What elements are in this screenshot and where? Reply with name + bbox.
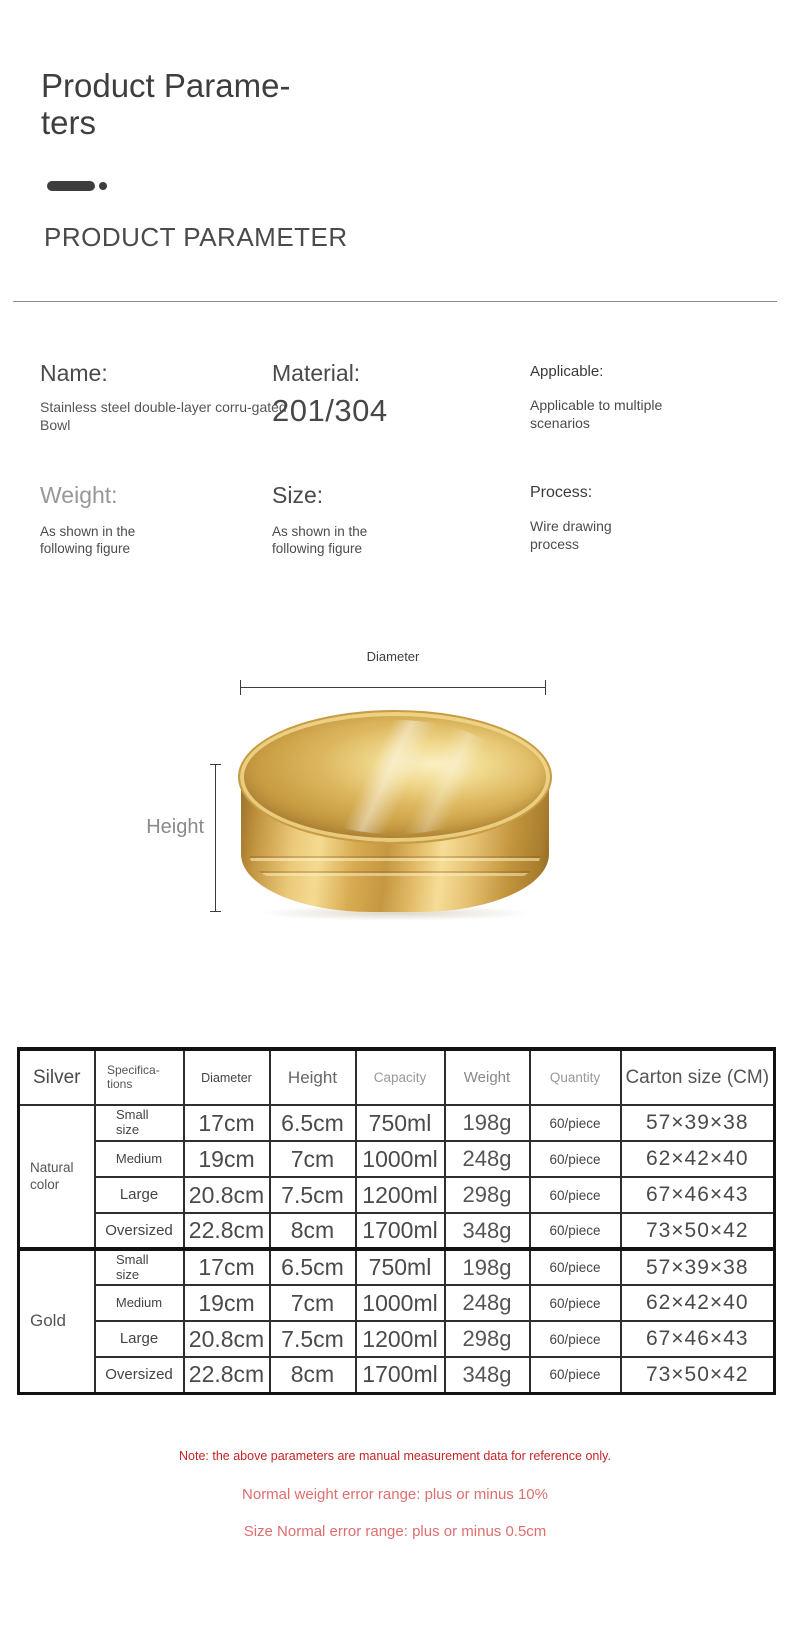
header-carton-size: Carton size (CM) bbox=[621, 1049, 775, 1105]
carton-size-cell: 73×50×42 bbox=[621, 1213, 775, 1249]
spec-cell: Oversized bbox=[95, 1357, 184, 1393]
table-row bbox=[19, 1105, 775, 1141]
capacity-cell: 1200ml bbox=[356, 1177, 445, 1213]
diameter-cell: 20.8cm bbox=[184, 1321, 270, 1357]
bowl-product-image bbox=[238, 710, 552, 916]
header-specifications: Specifica-tions bbox=[95, 1049, 184, 1105]
capacity-cell: 1200ml bbox=[356, 1321, 445, 1357]
param-applicable-value: Applicable to multiple scenarios bbox=[530, 397, 663, 431]
capacity-cell: 1000ml bbox=[356, 1285, 445, 1321]
spec-cell: Medium bbox=[95, 1285, 184, 1321]
weight-cell: 348g bbox=[445, 1213, 530, 1249]
param-name-value: Stainless steel double-layer corru-gated Bowl bbox=[40, 399, 287, 433]
horizontal-rule bbox=[13, 301, 777, 302]
height-cell: 7.5cm bbox=[270, 1321, 356, 1357]
diameter-cell: 17cm bbox=[184, 1249, 270, 1285]
header-diameter: Diameter bbox=[184, 1049, 270, 1105]
param-applicable-label: Applicable: bbox=[530, 363, 604, 380]
capacity-cell: 750ml bbox=[356, 1249, 445, 1285]
diameter-cell: 20.8cm bbox=[184, 1177, 270, 1213]
carton-size-cell: 62×42×40 bbox=[621, 1285, 775, 1321]
group-label-gold: Gold bbox=[19, 1249, 95, 1393]
divider-dot bbox=[99, 182, 107, 190]
bowl-opening bbox=[238, 710, 552, 844]
height-cell: 7.5cm bbox=[270, 1177, 356, 1213]
param-process-label: Process: bbox=[530, 484, 593, 501]
disclaimer-notes bbox=[0, 1449, 790, 1560]
diameter-cell: 22.8cm bbox=[184, 1213, 270, 1249]
param-material-value: 201/304 bbox=[272, 393, 388, 428]
quantity-cell: 60/piece bbox=[530, 1141, 621, 1177]
param-material-label: Material: bbox=[272, 360, 361, 386]
height-cell: 7cm bbox=[270, 1285, 356, 1321]
spec-cell: Oversized bbox=[95, 1213, 184, 1249]
note-line-2: Normal weight error range: plus or minus 10% bbox=[242, 1486, 548, 1503]
table-row bbox=[19, 1321, 775, 1357]
header-height: Height bbox=[270, 1049, 356, 1105]
param-name-label: Name: bbox=[40, 360, 108, 386]
header-capacity: Capacity bbox=[356, 1049, 445, 1105]
param-weight-label: Weight: bbox=[40, 482, 118, 508]
diameter-cell: 19cm bbox=[184, 1285, 270, 1321]
spec-cell: Small size bbox=[95, 1249, 184, 1285]
title-divider bbox=[47, 177, 107, 187]
quantity-cell: 60/piece bbox=[530, 1321, 621, 1357]
quantity-cell: 60/piece bbox=[530, 1177, 621, 1213]
spec-cell: Large bbox=[95, 1177, 184, 1213]
weight-cell: 298g bbox=[445, 1177, 530, 1213]
note-line-1: Note: the above parameters are manual measurement data for reference only. bbox=[179, 1449, 611, 1463]
table-row bbox=[19, 1357, 775, 1393]
diameter-dimension-line bbox=[240, 687, 546, 688]
quantity-cell: 60/piece bbox=[530, 1249, 621, 1285]
height-cell: 8cm bbox=[270, 1357, 356, 1393]
param-process-value: Wire drawing process bbox=[530, 518, 612, 552]
table-row bbox=[19, 1141, 775, 1177]
weight-cell: 198g bbox=[445, 1105, 530, 1141]
param-applicable bbox=[530, 363, 698, 432]
param-size-label: Size: bbox=[272, 482, 324, 508]
param-name bbox=[40, 360, 288, 434]
table-row bbox=[19, 1285, 775, 1321]
capacity-cell: 750ml bbox=[356, 1105, 445, 1141]
table-row bbox=[19, 1249, 775, 1285]
carton-size-cell: 67×46×43 bbox=[621, 1177, 775, 1213]
height-cell: 8cm bbox=[270, 1213, 356, 1249]
height-cell: 6.5cm bbox=[270, 1249, 356, 1285]
divider-bar bbox=[47, 181, 95, 191]
diameter-cell: 22.8cm bbox=[184, 1357, 270, 1393]
height-cell: 7cm bbox=[270, 1141, 356, 1177]
param-material bbox=[272, 360, 388, 431]
weight-cell: 248g bbox=[445, 1285, 530, 1321]
table-header-row bbox=[19, 1049, 775, 1105]
quantity-cell: 60/piece bbox=[530, 1285, 621, 1321]
diameter-label: Diameter bbox=[366, 649, 420, 664]
weight-cell: 248g bbox=[445, 1141, 530, 1177]
table-row bbox=[19, 1177, 775, 1213]
height-label: Height bbox=[146, 816, 204, 838]
carton-size-cell: 62×42×40 bbox=[621, 1141, 775, 1177]
spec-cell: Large bbox=[95, 1321, 184, 1357]
capacity-cell: 1700ml bbox=[356, 1357, 445, 1393]
height-cell: 6.5cm bbox=[270, 1105, 356, 1141]
carton-size-cell: 67×46×43 bbox=[621, 1321, 775, 1357]
table-row bbox=[19, 1213, 775, 1249]
quantity-cell: 60/piece bbox=[530, 1213, 621, 1249]
section-subtitle: PRODUCT PARAMETER bbox=[44, 222, 348, 252]
header-silver: Silver bbox=[19, 1049, 95, 1105]
weight-cell: 198g bbox=[445, 1249, 530, 1285]
header-weight: Weight bbox=[445, 1049, 530, 1105]
param-size bbox=[272, 482, 394, 558]
quantity-cell: 60/piece bbox=[530, 1105, 621, 1141]
capacity-cell: 1700ml bbox=[356, 1213, 445, 1249]
param-process bbox=[530, 484, 640, 553]
note-line-3: Size Normal error range: plus or minus 0.5cm bbox=[243, 1523, 547, 1540]
page-title: Product Parame-ters bbox=[41, 67, 291, 141]
diameter-cell: 17cm bbox=[184, 1105, 270, 1141]
header-quantity: Quantity bbox=[530, 1049, 621, 1105]
param-weight-value: As shown in the following figure bbox=[40, 524, 136, 556]
param-size-value: As shown in the following figure bbox=[272, 524, 368, 556]
spec-cell: Medium bbox=[95, 1141, 184, 1177]
height-dimension-line bbox=[215, 764, 216, 912]
capacity-cell: 1000ml bbox=[356, 1141, 445, 1177]
group-label-natural-color: Natural color bbox=[19, 1105, 95, 1249]
specification-table bbox=[17, 1047, 776, 1395]
quantity-cell: 60/piece bbox=[530, 1357, 621, 1393]
carton-size-cell: 73×50×42 bbox=[621, 1357, 775, 1393]
diameter-cell: 19cm bbox=[184, 1141, 270, 1177]
carton-size-cell: 57×39×38 bbox=[621, 1105, 775, 1141]
carton-size-cell: 57×39×38 bbox=[621, 1249, 775, 1285]
weight-cell: 298g bbox=[445, 1321, 530, 1357]
spec-cell: Small size bbox=[95, 1105, 184, 1141]
param-weight bbox=[40, 482, 162, 558]
weight-cell: 348g bbox=[445, 1357, 530, 1393]
